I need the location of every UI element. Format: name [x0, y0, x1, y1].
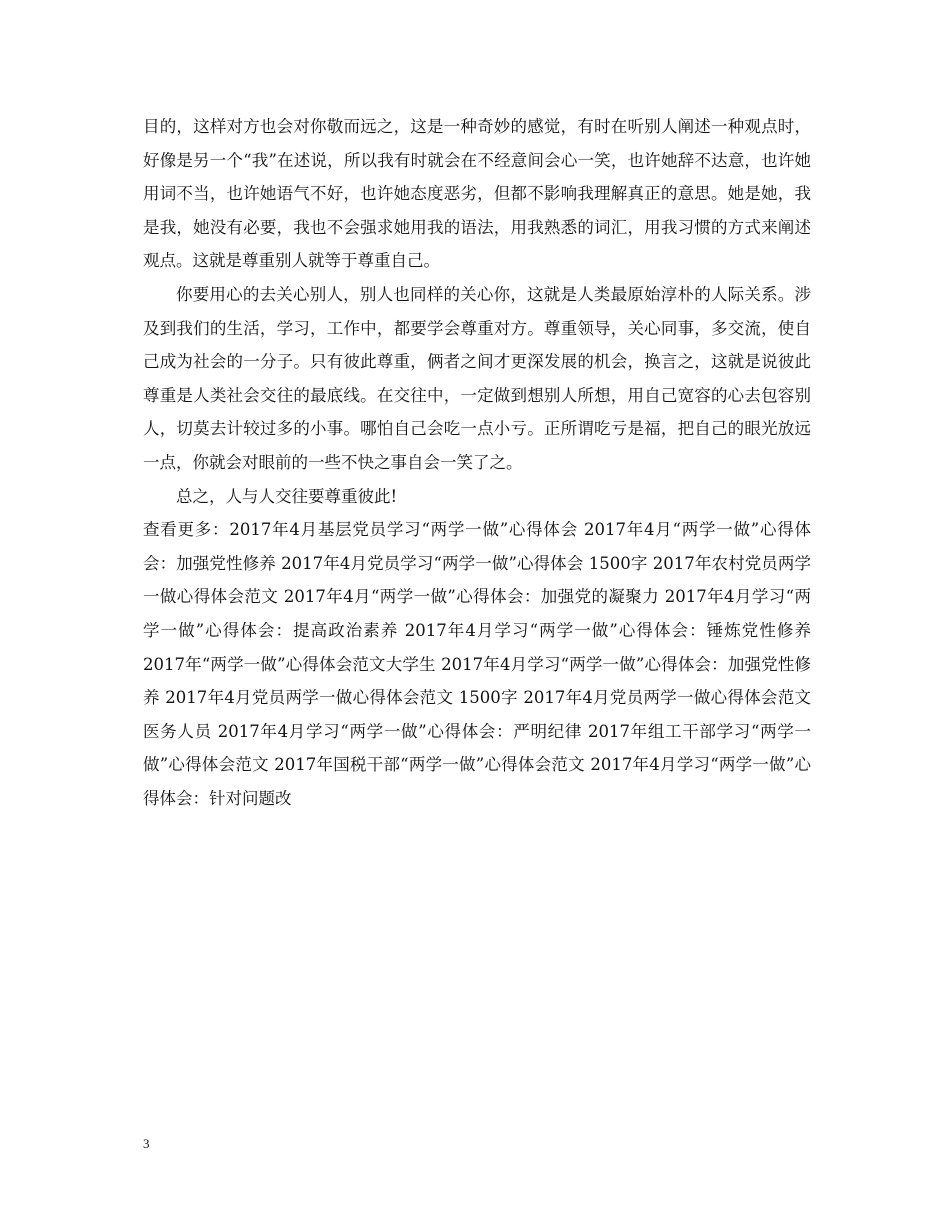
paragraph-see-more: 查看更多：2017年4月基层党员学习“两学一做”心得体会 2017年4月“两学一做”心得体会：加强党性修养 2017年4月党员学习“两学一做”心得体会 1500字 2017年农村党员两学一做心得体会范文 2017年4月“两学一做”心得体会：加强党的凝聚力 2017年4月学习“两学一做”心得体会：提高政治素养 2017年4月学习“两学一做”心得体会：锤炼党性修养 2017年“两学一做”心得体会范文大学生 2017年4月学习“两学一做”心得体会：加强党性修养 2017年4月党员两学一做心得体会范文 1500字 2017年4月党员两学一做心得体会范文医务人员 2017年4月学习“两学一做”心得体会：严明纪律 2017年组工干部学习“两学一做”心得体会范文 2017年国税干部“两学一做”心得体会范文 2017年4月学习“两学一做”心得体会：针对问题改 [143, 520, 811, 808]
document-body [143, 110, 811, 815]
paragraph-continuation: 目的，这样对方也会对你敬而远之，这是一种奇妙的感觉，有时在听别人阐述一种观点时，好像是另一个“我”在述说，所以我有时就会在不经意间会心一笑，也许她辞不达意，也许她用词不当，也许她语气不好，也许她态度恶劣，但都不影响我理解真正的意思。她是她，我是我，她没有必要，我也不会强求她用我的语法，用我熟悉的词汇，用我习惯的方式来阐述观点。这就是尊重别人就等于尊重自己。 [143, 117, 811, 271]
paragraph-conclusion: 总之，人与人交往要尊重彼此! [176, 486, 398, 506]
page-number: 3 [143, 1136, 150, 1151]
paragraph-caring: 你要用心的去关心别人，别人也同样的关心你，这就是人类最原始淳朴的人际关系。涉及到我们的生活，学习，工作中，都要学会尊重对方。尊重领导，关心同事，多交流，使自己成为社会的一分子。只有彼此尊重，俩者之间才更深发展的机会，换言之，这就是说彼此尊重是人类社会交往的最底线。在交往中，一定做到想别人所想，用自己宽容的心去包容别人，切莫去计较过多的小事。哪怕自己会吃一点小亏。正所谓吃亏是福，把自己的眼光放远一点，你就会对眼前的一些不快之事自会一笑了之。 [143, 284, 811, 472]
